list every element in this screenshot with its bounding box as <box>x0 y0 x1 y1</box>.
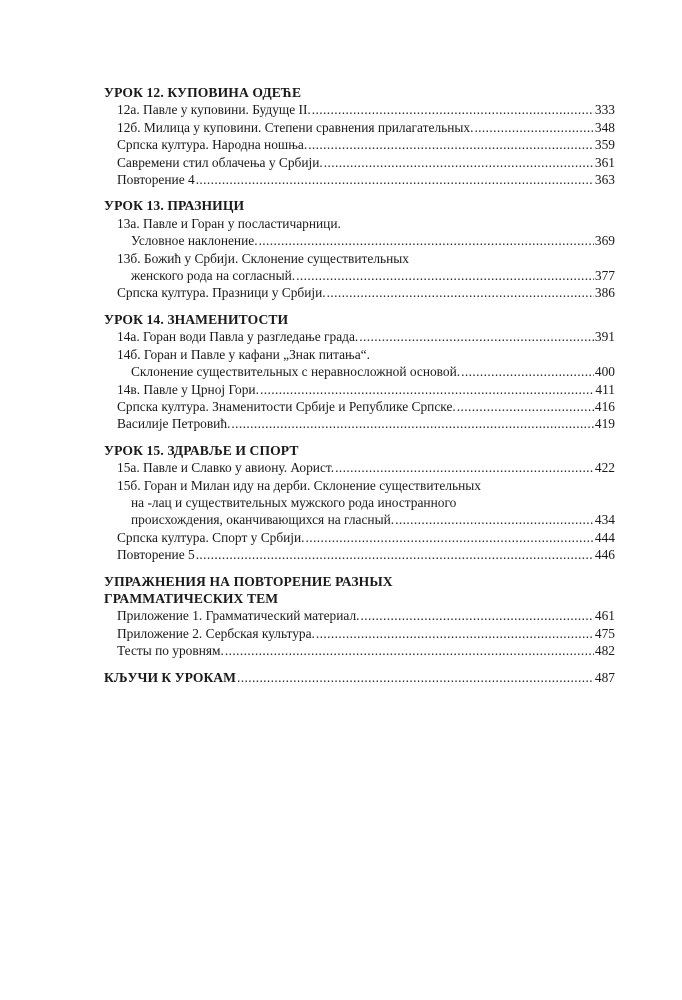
page-number: 411 <box>595 381 615 397</box>
dot-leader <box>327 284 594 301</box>
toc-entry[interactable] <box>117 346 615 381</box>
toc-entry[interactable] <box>117 546 615 563</box>
toc-entry[interactable] <box>117 101 615 118</box>
page-number: 386 <box>594 285 615 301</box>
page-number: 422 <box>594 460 615 476</box>
toc-entry[interactable] <box>117 415 615 432</box>
entry-text: 12б. Милица у куповини. Степени сравнения прилагательных. <box>117 119 474 135</box>
table-of-contents <box>104 84 615 686</box>
toc-section-exercises <box>104 573 615 660</box>
entry-text: Василије Петровић. <box>117 416 231 432</box>
entry-text: Приложение 2. Сербская культура. <box>117 625 315 641</box>
page-number: 363 <box>594 172 615 188</box>
section-title: УРОК 15. ЗДРАВЉЕ И СПОРТ <box>104 442 299 458</box>
page-number: 475 <box>594 625 615 641</box>
dot-leader <box>395 511 594 528</box>
toc-entry[interactable] <box>117 398 615 415</box>
dot-leader <box>296 267 594 284</box>
dot-leader <box>196 546 594 563</box>
entry-text: Склонение существительных с неравносложной основой. <box>131 364 461 380</box>
toc-entry[interactable] <box>117 215 615 250</box>
toc-entry[interactable] <box>117 477 615 529</box>
entry-text: на -лац и существительных мужского рода иностранного <box>131 494 457 510</box>
page-number: 419 <box>594 416 615 432</box>
toc-entry[interactable] <box>117 171 615 188</box>
page-number: 348 <box>594 119 615 135</box>
section-title: УПРАЖНЕНИЯ НА ПОВТОРЕНИЕ РАЗНЫХ ГРАММАТИЧЕСКИХ ТЕМ <box>104 573 393 606</box>
page-number: 333 <box>594 102 615 118</box>
entry-text: Повторение 5 <box>117 547 195 563</box>
entry-text: Приложение 1. Грамматический материал. <box>117 608 360 624</box>
page-number: 487 <box>594 669 615 685</box>
entry-text: 14б. Горан и Павле у кафани „Знак питања“. <box>117 346 370 362</box>
dot-leader <box>225 642 594 659</box>
page-number: 482 <box>594 643 615 659</box>
page-number: 391 <box>594 329 615 345</box>
dot-leader <box>335 459 594 476</box>
dot-leader <box>360 607 593 624</box>
page-number: 400 <box>594 364 615 380</box>
toc-section-lesson-13 <box>104 197 615 301</box>
entry-text: 13а. Павле и Горан у посластичарници. <box>117 215 341 231</box>
page-number: 369 <box>594 233 615 249</box>
page-number: 377 <box>594 268 615 284</box>
page-number: 446 <box>594 547 615 563</box>
dot-leader <box>237 669 594 686</box>
entry-text: Српска култура. Спорт у Србији. <box>117 529 305 545</box>
dot-leader <box>196 171 594 188</box>
entry-text: Српска култура. Народна ношња. <box>117 137 308 153</box>
entry-text: Српска култура. Знаменитости Србије и Републике Српске. <box>117 398 456 414</box>
dot-leader <box>359 328 594 345</box>
toc-entry[interactable] <box>117 154 615 171</box>
page-number: 416 <box>594 398 615 414</box>
entry-text: 14в. Павле у Црној Гори. <box>117 381 259 397</box>
entry-text: женского рода на согласный. <box>131 268 296 284</box>
dot-leader <box>474 119 593 136</box>
toc-entry[interactable] <box>117 459 615 476</box>
entry-text: 12а. Павле у куповини. Будуще II. <box>117 102 311 118</box>
toc-entry[interactable] <box>117 529 615 546</box>
toc-entry[interactable] <box>117 284 615 301</box>
entry-text: 14а. Горан води Павла у разгледање града. <box>117 329 359 345</box>
dot-leader <box>306 529 594 546</box>
page-number: 444 <box>594 529 615 545</box>
toc-section-lesson-15 <box>104 442 615 564</box>
page-number: 461 <box>594 608 615 624</box>
page-number: 359 <box>594 137 615 153</box>
toc-entry[interactable] <box>117 607 615 624</box>
dot-leader <box>324 154 594 171</box>
entry-text: Српска култура. Празници у Србији. <box>117 285 326 301</box>
dot-leader <box>461 363 594 380</box>
toc-entry-answer-keys[interactable] <box>104 669 615 686</box>
toc-entry[interactable] <box>117 119 615 136</box>
entry-text: Тесты по уровням. <box>117 643 224 659</box>
toc-entry[interactable] <box>117 625 615 642</box>
entry-text: 13б. Божић у Србији. Склонение существительных <box>117 250 409 266</box>
entry-text: Савремени стил облачења у Србији. <box>117 154 323 170</box>
section-title: УРОК 12. КУПОВИНА ОДЕЋЕ <box>104 85 302 100</box>
entry-text: 15б. Горан и Милан иду на дерби. Склонение существительных <box>117 477 481 493</box>
entry-text: происхождения, оканчивающихся на гласный. <box>131 512 395 528</box>
toc-section-lesson-12 <box>104 84 615 188</box>
toc-entry[interactable] <box>117 642 615 659</box>
entry-text: Условное наклонение. <box>131 233 258 249</box>
entry-text: Повторение 4 <box>117 172 195 188</box>
dot-leader <box>260 381 594 398</box>
toc-section-lesson-14 <box>104 311 615 433</box>
toc-entry[interactable] <box>117 381 615 398</box>
entry-text: 15а. Павле и Славко у авиону. Аорист. <box>117 460 335 476</box>
page-number: 361 <box>594 154 615 170</box>
toc-entry[interactable] <box>117 136 615 153</box>
dot-leader <box>231 415 594 432</box>
dot-leader <box>316 625 594 642</box>
section-title: УРОК 14. ЗНАМЕНИТОСТИ <box>104 311 289 327</box>
dot-leader <box>308 136 594 153</box>
dot-leader <box>259 232 594 249</box>
toc-entry[interactable] <box>117 250 615 285</box>
dot-leader <box>312 101 594 118</box>
page-number: 434 <box>594 512 615 528</box>
section-title: УРОК 13. ПРАЗНИЦИ <box>104 198 245 214</box>
toc-entry[interactable] <box>117 328 615 345</box>
entry-text: КЉУЧИ К УРОКАМ <box>104 669 236 685</box>
dot-leader <box>457 398 594 415</box>
